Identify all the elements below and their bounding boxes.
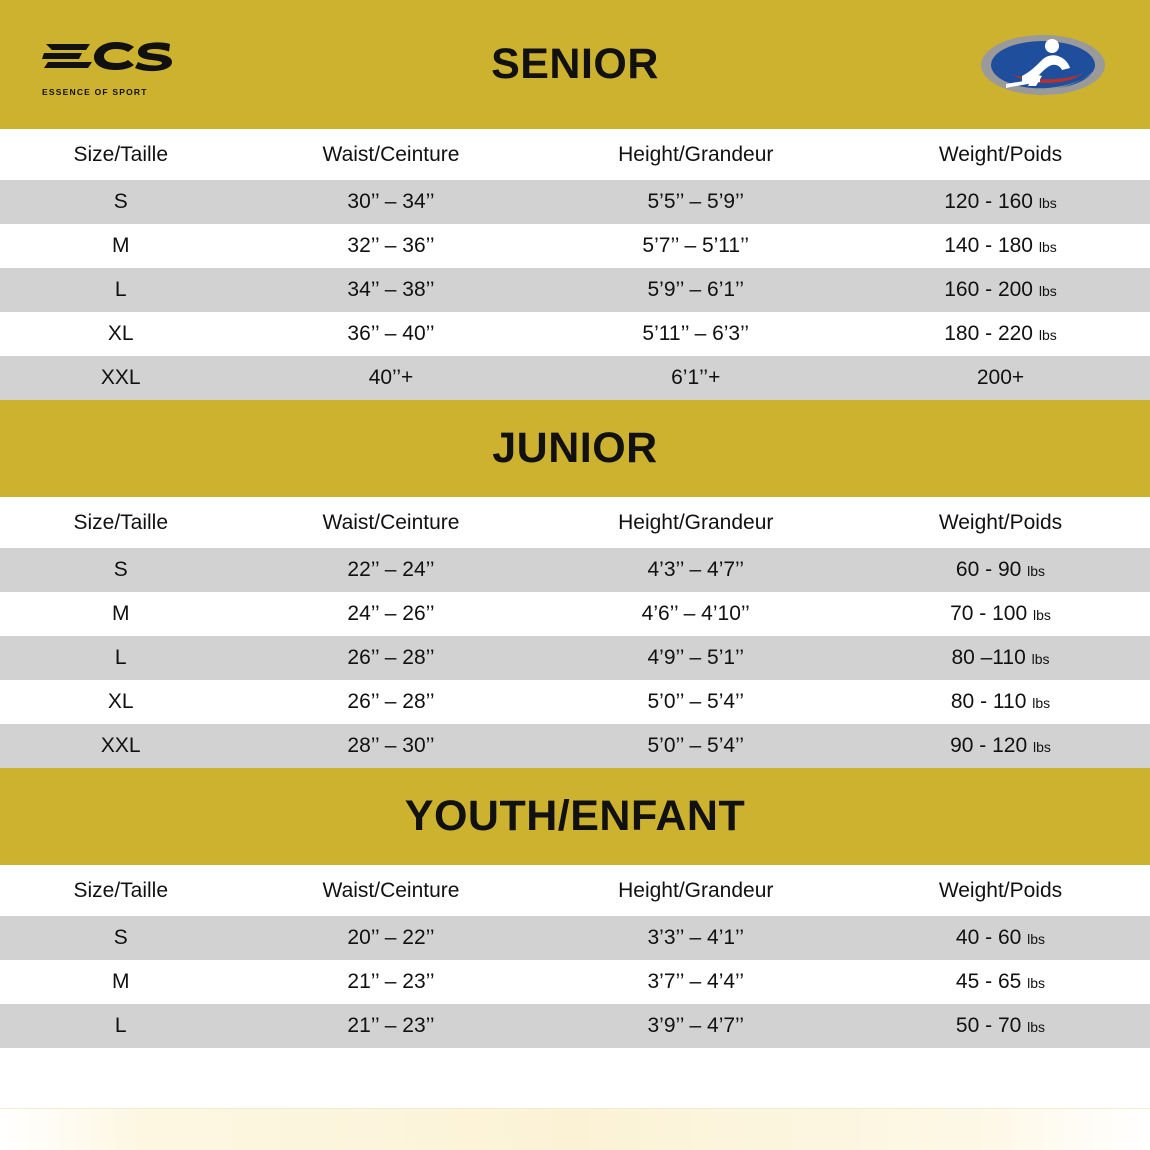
table-header-row bbox=[0, 129, 1150, 180]
cell-weight-unit: lbs bbox=[1038, 283, 1057, 299]
cell-weight bbox=[851, 356, 1150, 400]
cell-height: 5’11’’ – 6’3’’ bbox=[541, 312, 852, 356]
cell-size: L bbox=[0, 268, 242, 312]
cell-height: 6’1’’+ bbox=[541, 356, 852, 400]
cell-waist: 28’’ – 30’’ bbox=[242, 724, 541, 768]
cell-weight-unit: lbs bbox=[1033, 607, 1051, 623]
cell-waist: 21’’ – 23’’ bbox=[242, 1004, 541, 1048]
cell-weight-value: 160 - 200 bbox=[944, 278, 1033, 301]
cell-weight-unit: lbs bbox=[1027, 931, 1046, 947]
cell-size: XL bbox=[0, 312, 242, 356]
eos-logo-mark bbox=[42, 38, 212, 78]
youth-header-band bbox=[0, 768, 1150, 865]
table-row bbox=[0, 916, 1150, 960]
cell-weight-value: 50 - 70 bbox=[955, 1014, 1022, 1037]
eos-logo-tagline: ESSENCE OF SPORT bbox=[42, 87, 148, 97]
cell-waist: 21’’ – 23’’ bbox=[242, 960, 541, 1004]
section-title-senior: SENIOR bbox=[491, 40, 659, 88]
cell-waist: 20’’ – 22’’ bbox=[242, 916, 541, 960]
cell-weight bbox=[851, 592, 1150, 636]
table-row bbox=[0, 1004, 1150, 1048]
table-header-row bbox=[0, 497, 1150, 548]
cell-weight-unit: lbs bbox=[1032, 695, 1051, 711]
cell-size: M bbox=[0, 592, 242, 636]
cell-waist: 32’’ – 36’’ bbox=[242, 224, 541, 268]
cell-size: XXL bbox=[0, 724, 242, 768]
cell-waist: 30’’ – 34’’ bbox=[242, 180, 541, 224]
cell-weight-unit: lbs bbox=[1027, 1019, 1046, 1035]
table-header-row bbox=[0, 865, 1150, 916]
cell-weight-unit: lbs bbox=[1038, 327, 1057, 343]
cell-weight-value: 120 - 160 bbox=[944, 190, 1033, 213]
cell-weight bbox=[851, 224, 1150, 268]
cell-size: M bbox=[0, 224, 242, 268]
cell-height: 5’0’’ – 5’4’’ bbox=[541, 680, 852, 724]
col-header-height: Height/Grandeur bbox=[541, 497, 852, 548]
cell-height: 5’7’’ – 5’11’’ bbox=[541, 224, 852, 268]
bottom-gradient-strip bbox=[0, 1108, 1150, 1150]
table-row bbox=[0, 180, 1150, 224]
col-header-height: Height/Grandeur bbox=[541, 129, 852, 180]
cell-size: S bbox=[0, 548, 242, 592]
cell-height: 5’9’’ – 6’1’’ bbox=[541, 268, 852, 312]
col-header-waist: Waist/Ceinture bbox=[242, 129, 541, 180]
col-header-size: Size/Taille bbox=[0, 497, 242, 548]
cell-weight-value: 90 - 120 bbox=[950, 734, 1028, 757]
table-row bbox=[0, 724, 1150, 768]
table-row bbox=[0, 680, 1150, 724]
cell-weight bbox=[851, 960, 1150, 1004]
col-header-weight: Weight/Poids bbox=[851, 865, 1150, 916]
hockey-player-logo bbox=[978, 24, 1108, 106]
hockey-player-logo-mark bbox=[978, 24, 1108, 106]
cell-height: 3’7’’ – 4’4’’ bbox=[541, 960, 852, 1004]
cell-weight-unit: lbs bbox=[1031, 651, 1050, 667]
cell-weight bbox=[851, 180, 1150, 224]
cell-waist: 26’’ – 28’’ bbox=[242, 680, 541, 724]
table-row bbox=[0, 268, 1150, 312]
cell-weight bbox=[851, 1004, 1150, 1048]
cell-weight-value: 180 - 220 bbox=[944, 322, 1033, 345]
cell-weight-unit: lbs bbox=[1027, 975, 1046, 991]
senior-header-band bbox=[0, 0, 1150, 129]
senior-size-table bbox=[0, 129, 1150, 400]
cell-height: 4’6’’ – 4’10’’ bbox=[541, 592, 852, 636]
col-header-size: Size/Taille bbox=[0, 865, 242, 916]
cell-weight-unit: lbs bbox=[1038, 195, 1057, 211]
cell-weight-unit: lbs bbox=[1027, 563, 1046, 579]
col-header-size: Size/Taille bbox=[0, 129, 242, 180]
table-row bbox=[0, 960, 1150, 1004]
cell-size: S bbox=[0, 916, 242, 960]
cell-weight-value: 80 - 110 bbox=[950, 690, 1027, 713]
cell-weight-value: 45 - 65 bbox=[955, 970, 1022, 993]
cell-weight-unit: lbs bbox=[1033, 739, 1051, 755]
cell-weight bbox=[851, 916, 1150, 960]
cell-size: XL bbox=[0, 680, 242, 724]
cell-height: 4’3’’ – 4’7’’ bbox=[541, 548, 852, 592]
table-row bbox=[0, 548, 1150, 592]
cell-weight-value: 40 - 60 bbox=[955, 926, 1022, 949]
cell-waist: 34’’ – 38’’ bbox=[242, 268, 541, 312]
cell-weight-value: 140 - 180 bbox=[944, 234, 1033, 257]
cell-size: S bbox=[0, 180, 242, 224]
junior-size-table bbox=[0, 497, 1150, 768]
cell-size: M bbox=[0, 960, 242, 1004]
cell-waist: 22’’ – 24’’ bbox=[242, 548, 541, 592]
junior-header-band bbox=[0, 400, 1150, 497]
cell-waist: 36’’ – 40’’ bbox=[242, 312, 541, 356]
col-header-waist: Waist/Ceinture bbox=[242, 497, 541, 548]
cell-weight bbox=[851, 312, 1150, 356]
col-header-weight: Weight/Poids bbox=[851, 129, 1150, 180]
cell-waist: 26’’ – 28’’ bbox=[242, 636, 541, 680]
cell-height: 3’9’’ – 4’7’’ bbox=[541, 1004, 852, 1048]
cell-weight bbox=[851, 680, 1150, 724]
eos-logo bbox=[42, 38, 212, 97]
cell-height: 3’3’’ – 4’1’’ bbox=[541, 916, 852, 960]
cell-height: 5’0’’ – 5’4’’ bbox=[541, 724, 852, 768]
table-row bbox=[0, 224, 1150, 268]
table-row bbox=[0, 592, 1150, 636]
cell-weight-unit: lbs bbox=[1038, 239, 1057, 255]
cell-waist: 40’’+ bbox=[242, 356, 541, 400]
cell-weight-value: 70 - 100 bbox=[950, 602, 1028, 625]
cell-weight bbox=[851, 636, 1150, 680]
section-title-youth: YOUTH/ENFANT bbox=[404, 792, 746, 840]
cell-size: L bbox=[0, 1004, 242, 1048]
cell-size: XXL bbox=[0, 356, 242, 400]
cell-size: L bbox=[0, 636, 242, 680]
col-header-height: Height/Grandeur bbox=[541, 865, 852, 916]
cell-weight-value: 60 - 90 bbox=[955, 558, 1022, 581]
table-row bbox=[0, 636, 1150, 680]
cell-weight bbox=[851, 548, 1150, 592]
cell-weight bbox=[851, 268, 1150, 312]
cell-weight-value: 80 –110 bbox=[951, 646, 1026, 669]
cell-waist: 24’’ – 26’’ bbox=[242, 592, 541, 636]
col-header-weight: Weight/Poids bbox=[851, 497, 1150, 548]
table-row bbox=[0, 356, 1150, 400]
youth-size-table bbox=[0, 865, 1150, 1048]
cell-weight-value: 200+ bbox=[976, 366, 1025, 389]
col-header-waist: Waist/Ceinture bbox=[242, 865, 541, 916]
cell-weight bbox=[851, 724, 1150, 768]
table-row bbox=[0, 312, 1150, 356]
cell-height: 4’9’’ – 5’1’’ bbox=[541, 636, 852, 680]
section-title-junior: JUNIOR bbox=[492, 424, 658, 472]
cell-height: 5’5’’ – 5’9’’ bbox=[541, 180, 852, 224]
